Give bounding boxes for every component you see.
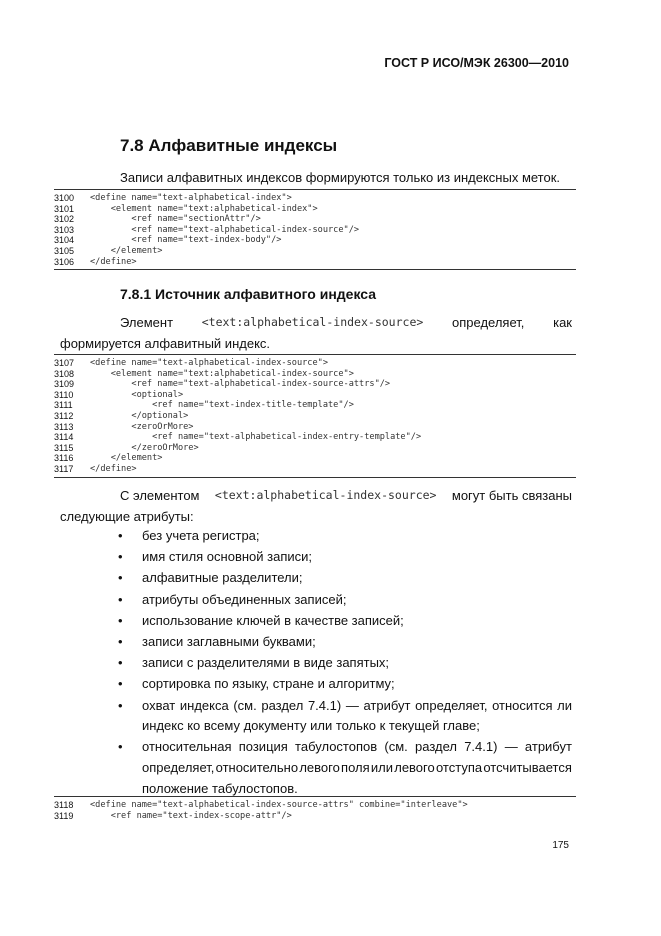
- line-number: 3112: [54, 410, 74, 421]
- code-text: </define>: [90, 463, 137, 474]
- code-block-1: [54, 189, 576, 270]
- code-line: [54, 390, 576, 401]
- word: как: [553, 315, 572, 330]
- bullet-icon: •: [118, 528, 123, 543]
- line-number: 3105: [54, 245, 75, 256]
- code-line: [54, 214, 576, 225]
- line-number: 3101: [54, 203, 75, 214]
- code-line: [54, 369, 576, 380]
- word: Элемент: [120, 315, 174, 330]
- code-text: <define name="text-alphabetical-index-source-attrs" combine="interleave">: [90, 800, 468, 810]
- inline-code: <text:alphabetical-index-source>: [201, 315, 424, 329]
- code-line: [54, 464, 576, 475]
- line-number: 3113: [54, 421, 74, 432]
- code-line: [54, 235, 576, 246]
- code-text: <ref name="text-alphabetical-index-source-attrs"/>: [90, 379, 391, 390]
- list-item: • записи заглавными буквами;: [118, 632, 572, 653]
- line-number: 3115: [54, 442, 74, 453]
- code-line: [54, 246, 576, 257]
- running-header: ГОСТ Р ИСО/МЭК 26300—2010: [384, 56, 569, 70]
- code-line: [54, 400, 576, 411]
- list-item: • атрибуты объединенных записей;: [118, 590, 572, 611]
- list-item: • записи с разделителями в виде запятых;: [118, 653, 572, 674]
- code-line: [54, 225, 576, 236]
- code-line: [54, 453, 576, 464]
- code-text: <define name="text-alphabetical-index">: [90, 193, 292, 203]
- code-text: </element>: [90, 245, 163, 256]
- code-block-2: [54, 354, 576, 478]
- code-text: <optional>: [90, 389, 184, 400]
- line-number: 3102: [54, 214, 75, 225]
- code-line: [54, 800, 576, 811]
- bullet-icon: •: [118, 549, 123, 565]
- code-text: <define name="text-alphabetical-index-source">: [90, 358, 328, 368]
- bullet-icon: •: [118, 739, 123, 755]
- line-number: 3108: [54, 368, 75, 379]
- justified-line: определяет, относительно левого поля или левого отступа отсчитывается: [142, 760, 572, 776]
- code-line: [54, 422, 576, 433]
- text: могут быть связаны: [451, 488, 572, 503]
- code-text: <ref name="sectionAttr"/>: [90, 214, 261, 225]
- code-line: [54, 432, 576, 443]
- subsection-title: 7.8.1 Источник алфавитного индекса: [120, 286, 377, 302]
- text-line: положение табулостопов.: [142, 781, 298, 797]
- source-paragraph-line2: формируется алфавитный индекс.: [60, 336, 271, 351]
- list-item: • имя стиля основной записи;: [118, 547, 572, 568]
- text: С элементом: [120, 488, 200, 503]
- code-text: <ref name="text-alphabetical-index-entry-template"/>: [90, 432, 422, 443]
- code-line: [54, 358, 576, 369]
- bullet-icon: •: [118, 676, 123, 692]
- code-line: [54, 193, 576, 204]
- intro-paragraph: Записи алфавитных индексов формируются только из индексных меток.: [120, 170, 561, 185]
- line-number: 3110: [54, 389, 74, 400]
- code-text: <zeroOrMore>: [90, 421, 194, 432]
- code-text: </element>: [90, 453, 163, 464]
- line-number: 3103: [54, 224, 75, 235]
- attrs-paragraph-line1: [120, 488, 572, 503]
- list-item: • без учета регистра;: [118, 526, 572, 547]
- attrs-paragraph-line2: следующие атрибуты:: [60, 509, 194, 524]
- line-number: 3119: [54, 810, 74, 821]
- code-text: </zeroOrMore>: [90, 442, 199, 453]
- code-text: </define>: [90, 256, 137, 267]
- section-title: 7.8 Алфавитные индексы: [120, 136, 338, 155]
- inline-code: <text:alphabetical-index-source>: [214, 488, 437, 502]
- text-line: индекс ко всему документу или только к текущей главе;: [142, 718, 480, 734]
- code-text: <ref name="text-index-title-template"/>: [90, 400, 354, 411]
- list-item: [118, 737, 572, 799]
- code-line: [54, 379, 576, 390]
- source-paragraph-line1: [120, 315, 572, 330]
- line-number: 3117: [54, 463, 74, 474]
- line-number: 3114: [54, 432, 74, 443]
- justified-line: относительная позиция табулостопов (см. раздел 7.4.1) — атрибут: [142, 739, 572, 755]
- code-line: [54, 443, 576, 454]
- list-item: [118, 696, 572, 738]
- list-item: • сортировка по языку, стране и алгоритму;: [118, 674, 572, 695]
- code-line: [54, 204, 576, 215]
- line-number: 3118: [54, 800, 74, 810]
- bullet-icon: •: [118, 655, 123, 671]
- line-number: 3104: [54, 235, 75, 246]
- word: определяет,: [452, 315, 525, 330]
- justified-line: охват индекса (см. раздел 7.4.1) — атрибут определяет, относится ли: [142, 697, 572, 713]
- code-text: </optional>: [90, 410, 189, 421]
- bullet-icon: •: [118, 591, 123, 607]
- code-line: [54, 257, 576, 268]
- bullet-icon: •: [118, 612, 123, 628]
- line-number: 3106: [54, 256, 75, 267]
- attribute-list: [118, 526, 572, 800]
- code-text: <ref name="text-index-scope-attr"/>: [90, 810, 292, 821]
- list-item: • использование ключей в качестве записей;: [118, 611, 572, 632]
- code-text: <element name="text:alphabetical-index-source">: [90, 368, 354, 379]
- bullet-icon: •: [118, 633, 123, 649]
- code-block-3: [54, 796, 576, 823]
- bullet-icon: •: [118, 697, 123, 713]
- line-number: 3111: [54, 400, 73, 411]
- line-number: 3100: [54, 193, 75, 203]
- line-number: 3116: [54, 453, 74, 464]
- list-item: • алфавитные разделители;: [118, 568, 572, 589]
- code-text: <element name="text:alphabetical-index">: [90, 203, 318, 214]
- code-text: <ref name="text-index-body"/>: [90, 235, 282, 246]
- page-number: 175: [552, 840, 569, 851]
- line-number: 3107: [54, 358, 75, 368]
- code-text: <ref name="text-alphabetical-index-source"/>: [90, 224, 360, 235]
- line-number: 3109: [54, 379, 75, 390]
- code-line: [54, 411, 576, 422]
- code-line: [54, 811, 576, 822]
- bullet-icon: •: [118, 570, 123, 586]
